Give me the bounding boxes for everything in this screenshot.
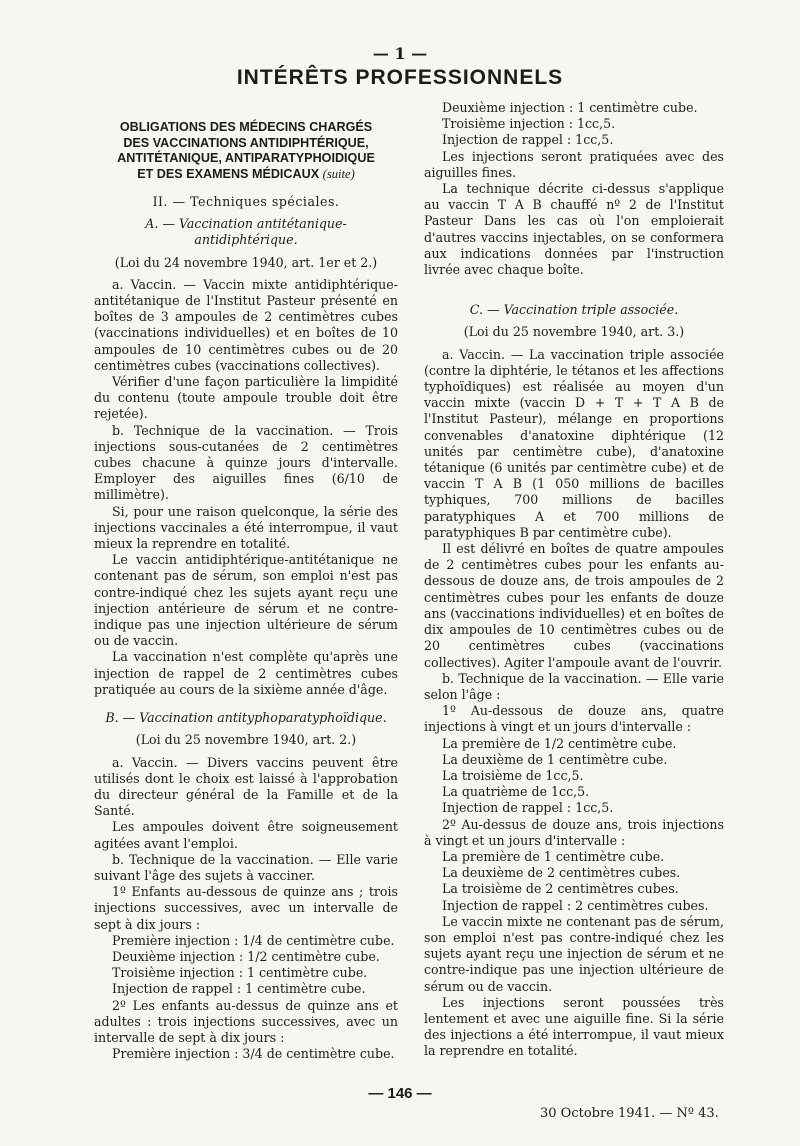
section-c-dose-5: Injection de rappel : 1cc,5.	[442, 800, 614, 816]
section-b-dose-3: Troisième injection : 1 centimètre cube.	[112, 965, 368, 981]
section-b-heading	[94, 710, 398, 726]
section-a-law: (Loi du 24 novembre 1940, art. 1er et 2.)	[114, 254, 378, 270]
section-c-dose-4: La quatrième de 1cc,5.	[442, 784, 590, 800]
section-title: INTÉRÊTS PROFESSIONNELS	[236, 66, 564, 89]
article-title	[94, 120, 398, 182]
article-title-line-4	[94, 167, 398, 183]
article-title-line-1: OBLIGATIONS DES MÉDECINS CHARGÉS	[119, 120, 373, 134]
section-b-para-4: 1º Enfants au-dessous de quinze ans ; trois injections successives, avec un intervalle de sept à dix jours :	[94, 884, 398, 932]
section-c-heading	[424, 302, 724, 318]
section-a-para-3: b. Technique de la vaccination. — Trois injections sous-cutanées de 2 centimètres cubes chacune à quinze jours d'intervalle. Employer des aiguilles fines (6/10 de millimètre).	[94, 422, 398, 503]
section-b-para-5: 2º Les enfants au-dessus de quinze ans et adultes : trois injections successives, avec un intervalle de sept à dix jours :	[94, 997, 398, 1045]
section-b-dose-7: Troisième injection : 1cc,5.	[442, 116, 616, 132]
left-column	[94, 120, 398, 1062]
section-b-dose-5: Première injection : 3/4 de centimètre cube.	[112, 1046, 395, 1062]
article-title-line-4-text: ET DES EXAMENS MÉDICAUX	[137, 166, 320, 181]
issue-date: 30 Octobre 1941. — Nº 43.	[540, 1106, 719, 1121]
section-b-para-1: a. Vaccin. — Divers vaccins peuvent être utilisés dont le choix est laissé à l'approbation du directeur général de la Famille et de la Santé.	[94, 754, 398, 819]
section-b-dose-6: Deuxième injection : 1 centimètre cube.	[442, 100, 698, 115]
section-b-heading-text: B. — Vaccination antityphoparatyphoïdique.	[105, 710, 387, 726]
section-a-para-5: Le vaccin antidiphtérique-antitétanique ne contenant pas de sérum, son emploi n'est pas contre-indiqué chez les sujets ayant reçu une injection antérieure de sérum et ne contre-indique pas une injection ultérieure de sérum ou de vaccin.	[94, 552, 398, 649]
article-title-suite: (suite)	[322, 166, 355, 181]
section-b-para-3: b. Technique de la vaccination. — Elle varie suivant l'âge des sujets à vacciner.	[94, 851, 398, 883]
section-b-dose-8: Injection de rappel : 1cc,5.	[442, 132, 614, 148]
section-c-para-1: a. Vaccin. — La vaccination triple associée (contre la diphtérie, le tétanos et les affections typhoïdiques) est réalisée au moyen d'un vaccin mixte (vaccin D + T + T A B de l'Institut Pasteur), mélange en proportions convenables d'anatoxine diphtérique (12 unités par centimètre cube), d'anatoxine tétanique (6 unités par centimètre cube) et de vaccin T A B (1 050 millions de bacilles typhiques, 700 millions de bacilles paratyphiques A et 700 millions de paratyphiques B par centimètre cube).	[424, 346, 724, 540]
bottom-page-number: — 146 —	[368, 1085, 432, 1102]
section-c-para-3: b. Technique de la vaccination. — Elle varie selon l'âge :	[424, 670, 724, 702]
section-c-law: (Loi du 25 novembre 1940, art. 3.)	[463, 324, 685, 340]
top-page-number: — 1 —	[372, 44, 428, 63]
section-a-para-2: Vérifier d'une façon particulière la limpidité du contenu (toute ampoule trouble doit être rejetée).	[94, 374, 398, 422]
section-c-para-4: 1º Au-dessous de douze ans, quatre injections à vingt et un jours d'intervalle :	[424, 703, 724, 735]
section-c-dose-3: La troisième de 1cc,5.	[442, 767, 584, 783]
section-c-dose-1: La première de 1/2 centimètre cube.	[442, 735, 677, 751]
section-c-dose-8: La troisième de 2 centimètres cubes.	[442, 881, 679, 897]
part-heading: II. — Techniques spéciales.	[152, 194, 340, 209]
section-b-law: (Loi du 25 novembre 1940, art. 2.)	[135, 732, 357, 748]
section-a-para-4: Si, pour une raison quelconque, la série des injections vaccinales a été interrompue, il vaut mieux la reprendre en totalité.	[94, 503, 398, 552]
article-title-line-3: ANTITÉTANIQUE, ANTIPARATYPHOIDIQUE	[117, 151, 375, 165]
section-c-dose-7: La deuxième de 2 centimètres cubes.	[442, 865, 681, 881]
section-b-para-7: La technique décrite ci-dessus s'applique au vaccin T A B chauffé nº 2 de l'Institut Pasteur Dans les cas où l'on emploierait d'autres vaccins injectables, on se conformera aux indications données par l'instruction livrée avec chaque boîte.	[424, 181, 724, 278]
right-column	[424, 100, 724, 1060]
section-a-heading	[94, 216, 398, 248]
section-b-dose-1: Première injection : 1/4 de centimètre cube.	[112, 932, 395, 948]
section-a-para-6: La vaccination n'est complète qu'après une injection de rappel de 2 centimètres cubes pratiquée au cours de la sixième année d'âge.	[94, 649, 398, 697]
section-c-dose-2: La deuxième de 1 centimètre cube.	[442, 751, 668, 767]
section-c-para-2: Il est délivré en boîtes de quatre ampoules de 2 centimètres cubes pour les enfants au-dessous de douze ans, de trois ampoules de 2 centimètres cubes pour les enfants de douze ans (vaccinations individuelles) et en boîtes de dix ampoules de 10 centimètres cubes ou de 20 centimètres cubes (vaccinations collectives). Agiter l'ampoule avant de l'ouvrir.	[424, 541, 724, 670]
section-c-dose-6: La première de 1 centimètre cube.	[442, 848, 665, 864]
section-c-heading-text: C. — Vaccination triple associée.	[469, 302, 679, 318]
section-c-dose-9: Injection de rappel : 2 centimètres cubes.	[442, 897, 709, 913]
section-c-para-5: 2º Au-dessus de douze ans, trois injections à vingt et un jours d'intervalle :	[424, 816, 724, 848]
section-b-dose-4: Injection de rappel : 1 centimètre cube.	[112, 981, 366, 997]
section-b-dose-2: Deuxième injection : 1/2 centimètre cube.	[112, 948, 380, 964]
section-c-para-6: Le vaccin mixte ne contenant pas de sérum, son emploi n'est pas contre-indiqué chez les sujets ayant reçu une injection de sérum et ne contre-indique pas une injection ultérieure de sérum ou de vaccin.	[424, 913, 724, 994]
section-a-heading-text: A. — Vaccination antitétanique-antidiphtérique.	[145, 216, 347, 248]
section-b-para-6: Les injections seront pratiquées avec des aiguilles fines.	[424, 148, 724, 180]
article-title-line-2: DES VACCINATIONS ANTIDIPHTÉRIQUE,	[123, 135, 369, 150]
section-c-para-7: Les injections seront poussées très lentement et avec une aiguille fine. Si la série des injections a été interrompue, il vaut mieux la reprendre en totalité.	[424, 994, 724, 1059]
section-a-para-1: a. Vaccin. — Vaccin mixte antidiphtérique-antitétanique de l'Institut Pasteur présenté en boîtes de 3 ampoules de 2 centimètres cubes (vaccinations individuelles) et en boîtes de 10 ampoules de 10 centimètres cubes ou de 20 centimètres cubes (vaccinations collectives).	[94, 276, 398, 373]
section-b-para-2: Les ampoules doivent être soigneusement agitées avant l'emploi.	[94, 819, 398, 851]
